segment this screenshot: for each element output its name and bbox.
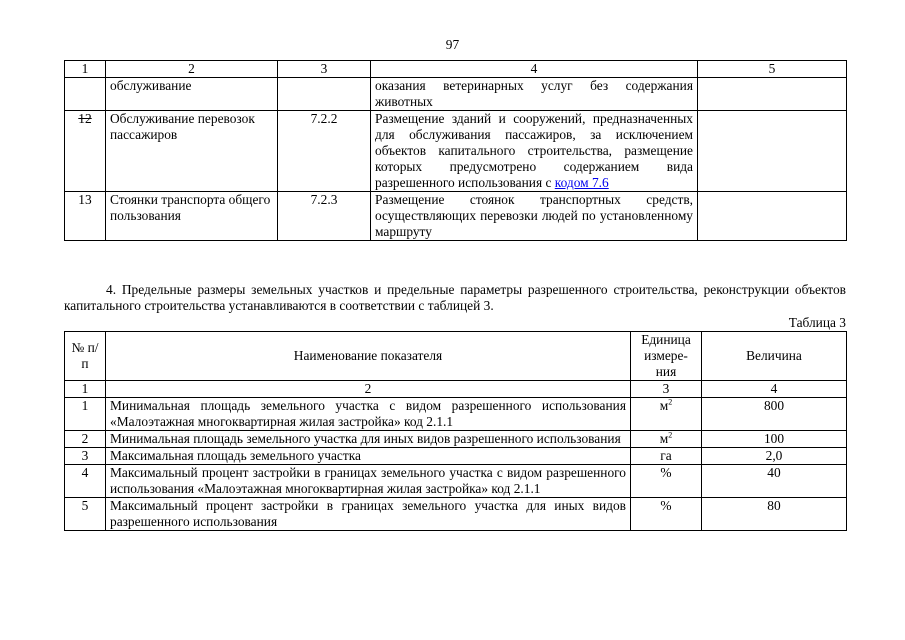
value: 800	[702, 398, 847, 431]
indicator-name: Минимальная площадь земельного участка для иных видов разрешенного использования	[106, 431, 631, 448]
col-number: 4	[702, 381, 847, 398]
row-number: 2	[65, 431, 106, 448]
row-number: 4	[65, 465, 106, 498]
use-code: 7.2.3	[278, 192, 371, 241]
extra-cell	[698, 111, 847, 192]
col-number: 3	[631, 381, 702, 398]
header-unit: Единица измере-ния	[631, 332, 702, 381]
table-row	[65, 465, 847, 498]
use-code: 7.2.2	[278, 111, 371, 192]
table-header-row	[65, 61, 847, 78]
row-number: 3	[65, 448, 106, 465]
unit: м	[659, 431, 669, 446]
col-number: 4	[371, 61, 698, 78]
unit: м	[659, 398, 669, 413]
unit: га	[660, 448, 672, 463]
use-description: Размещение зданий и сооружений, предназначенных для обслуживания пассажиров, за исключением объектов капитального строительства, размещение которых предусмотрено содержанием вида разрешенного использования с	[375, 111, 693, 190]
header-name: Наименование показателя	[106, 332, 631, 381]
unit-cell	[631, 431, 702, 448]
col-number: 5	[698, 61, 847, 78]
table-row	[65, 498, 847, 531]
unit-cell	[631, 448, 702, 465]
table-row	[65, 448, 847, 465]
col-number: 1	[65, 61, 106, 78]
value: 2,0	[702, 448, 847, 465]
unit-cell	[631, 498, 702, 531]
extra-cell	[698, 192, 847, 241]
indicator-name: Минимальная площадь земельного участка с видом разрешенного использования «Малоэтажная многоквартирная жилая застройка» код 2.1.1	[106, 398, 631, 431]
table-row	[65, 78, 847, 111]
row-number	[65, 78, 106, 111]
value: 40	[702, 465, 847, 498]
col-number: 1	[65, 381, 106, 398]
row-number: 5	[65, 498, 106, 531]
page-number: 97	[445, 37, 460, 52]
code-7-6-link[interactable]: кодом 7.6	[554, 175, 609, 190]
parameters-table	[64, 331, 847, 531]
col-number: 3	[278, 61, 371, 78]
use-name: Стоянки транспорта общего пользования	[106, 192, 278, 241]
row-number: 13	[65, 192, 106, 241]
unit-cell	[631, 398, 702, 431]
unit-superscript: 2	[668, 430, 673, 440]
table-row	[65, 192, 847, 241]
table-header-row	[65, 332, 847, 381]
header-value: Величина	[702, 332, 847, 381]
header-number: № п/п	[65, 332, 106, 381]
row-number: 12	[78, 111, 92, 126]
table-row	[65, 111, 847, 192]
col-number: 2	[106, 61, 278, 78]
use-description-cell	[371, 111, 698, 192]
column-numbers-row	[65, 381, 847, 398]
table-caption: Таблица 3	[788, 315, 846, 330]
value: 100	[702, 431, 847, 448]
section-paragraph: 4. Предельные размеры земельных участков и предельные параметры разрешенного строительства, реконструкции объектов капитального строительства устанавливаются в соответствии с таблицей 3.	[64, 282, 846, 313]
indicator-name: Максимальный процент застройки в границах земельного участка с видом разрешенного использования «Малоэтажная многоквартирная жилая застройка» код 2.1.1	[106, 465, 631, 498]
indicator-name: Максимальная площадь земельного участка	[106, 448, 631, 465]
unit-superscript: 2	[668, 397, 673, 407]
value: 80	[702, 498, 847, 531]
unit: %	[660, 498, 672, 513]
table-row	[65, 398, 847, 431]
unit: %	[660, 465, 672, 480]
use-description: оказания ветеринарных услуг без содержания животных	[371, 78, 698, 111]
land-use-table	[64, 60, 847, 241]
use-code	[278, 78, 371, 111]
use-name: обслуживание	[106, 78, 278, 111]
extra-cell	[698, 78, 847, 111]
use-description: Размещение стоянок транспортных средств, осуществляющих перевозки людей по установленному маршруту	[371, 192, 698, 241]
indicator-name: Максимальный процент застройки в границах земельного участка для иных видов разрешенного использования	[106, 498, 631, 531]
col-number: 2	[106, 381, 631, 398]
use-name: Обслуживание перевозок пассажиров	[106, 111, 278, 192]
unit-cell	[631, 465, 702, 498]
table-row	[65, 431, 847, 448]
row-number: 1	[65, 398, 106, 431]
